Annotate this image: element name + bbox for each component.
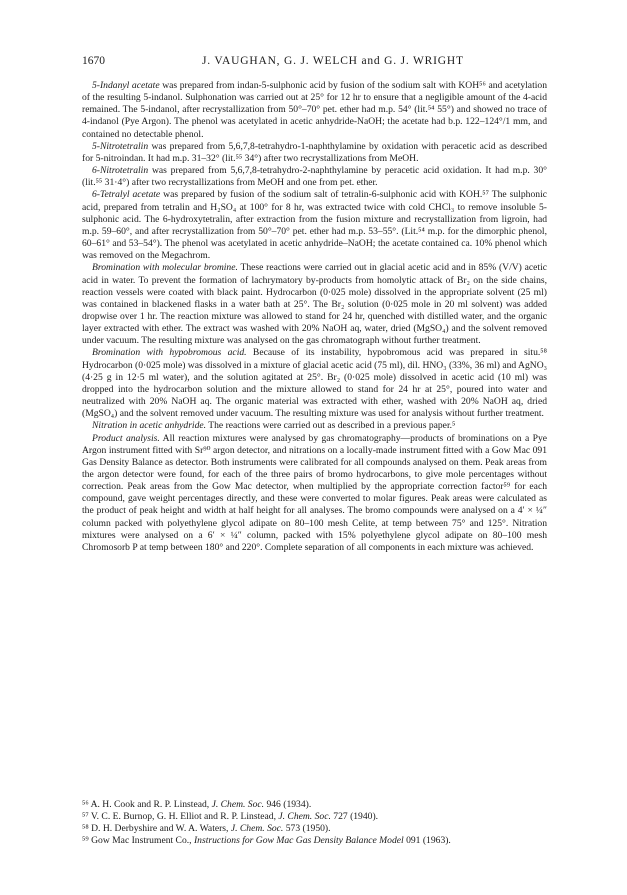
- paragraph-heading: Nitration in acetic anhydride.: [92, 420, 207, 432]
- reference-citation: 946 (1934).: [264, 799, 312, 810]
- paragraph-5-nitrotetralin: [82, 141, 547, 165]
- footnote-references: [82, 799, 547, 848]
- paragraph-text: was prepared from indan-5-sulphonic acid by fusion of the sodium salt with KOH⁵⁶ and acetylation of the resulting 5-indanol. Sulphonation was carried out at 25° for 12 hr to ensure that a negligible amount of the 4-acid remained. The 5-indanol, after recrystallization from 50°–70° pet. ether had m.p. 54° (lit.⁵⁴ 55°) and showed no trace of 4-indanol (Pye Argon). The phenol was acetylated in acetic anhydride-NaOH; the acetate had b.p. 122–124°/1 mm, and contained no detectable phenol.: [82, 80, 547, 140]
- reference-authors: V. C. E. Burnop, G. H. Elliot and R. P. Linstead,: [88, 811, 279, 823]
- running-header: [82, 53, 547, 69]
- reference-59: [82, 835, 547, 847]
- paragraph-product-analysis: [82, 433, 547, 555]
- reference-journal: J. Chem. Soc.: [278, 811, 331, 823]
- running-head-authors: J. VAUGHAN, G. J. WELCH and G. J. WRIGHT: [202, 55, 464, 67]
- paragraph-text: was prepared by fusion of the sodium salt of tetralin-6-sulphonic acid with KOH.⁵⁷ The sulphonic acid, prepared from tetralin and H₂SO₄ at 100° for 8 hr, was extracted twice with cold CHCl₃ to remove insoluble 5-sulphonic acid. The 6-hydroxytetralin, after extraction from the fusion mixture and recrystallization from ligroin, had m.p. 59–60°, and after recrystallization from 50°–70° pet. ether had m.p. 53–55°. (Lit.⁵⁴ m.p. for the dimorphic phenol, 60–61° and 53–54°). The phenol was acetylated in acetic anhydride–NaOH; the acetate contained ca. 10% phenol which was removed on the Megachrom.: [82, 189, 547, 262]
- paragraph-nitration: [82, 420, 547, 432]
- reference-58: [82, 823, 547, 835]
- paragraph-indanyl-acetate: [82, 80, 547, 141]
- paragraph-heading: 6-Nitrotetralin: [92, 165, 149, 177]
- reference-authors: Gow Mac Instrument Co.,: [88, 835, 194, 847]
- reference-57: [82, 811, 547, 823]
- reference-number: ⁵⁷: [82, 811, 89, 823]
- paragraph-heading: Bromination with molecular bromine.: [92, 262, 238, 274]
- paragraph-text: The reactions were carried out as described in a previous paper.⁵: [206, 420, 456, 432]
- paragraph-heading: Bromination with hypobromous acid.: [92, 347, 247, 359]
- reference-journal: Instructions for Gow Mac Gas Density Balance Model: [193, 835, 404, 847]
- paragraph-text: All reaction mixtures were analysed by gas chromatography—products of brominations on a Pye Argon instrument fitted with Sr⁹⁰ argon detector, and nitrations on a locally-made instrument fitted with a Gow Mac 091 Gas Density Balance as detector. Both instruments were calibrated for all compounds analysed on them. Peak areas from the argon detector were found, for each of the three pairs of bromo hydrocarbons, to give mole percentages without correction. Peak areas from the Gow Mac detector, when multiplied by the appropriate correction factor⁵⁹ for each compound, gave weight percentages directly, and these were converted to molar figures. Peak areas were calculated as the product of peak height and width at half height for all analyses. The bromo compounds were analysed on a 4′ × ¼″ column packed with polyethylene glycol adipate on 80–100 mesh Celite, at temp between 75° and 125°. Nitration mixtures were analysed on a 6′ × ¼″ column, packed with 15% polyethylene glycol adipate on 80–100 mesh Chromosorb P at temp between 180° and 220°. Complete separation of all components in each mixture was achieved.: [82, 432, 547, 553]
- paragraph-text: was prepared from 5,6,7,8-tetrahydro-2-naphthylamine by peracetic acid oxidation. It had m.p. 30° (lit.⁵⁵ 31·4°) after two recrystallizations from MeOH and one from pet. ether.: [82, 165, 547, 189]
- reference-citation: 091 (1963).: [403, 835, 451, 847]
- paragraph-heading: 5-Nitrotetralin: [92, 140, 149, 152]
- paragraph-tetralyl-acetate: [82, 189, 547, 262]
- reference-number: ⁵⁶: [82, 799, 89, 810]
- paragraph-heading: 6-Tetralyl acetate: [92, 189, 161, 201]
- reference-citation: 727 (1940).: [330, 811, 379, 823]
- page-number: 1670: [82, 55, 105, 67]
- reference-journal: J. Chem. Soc.: [230, 823, 284, 835]
- paragraph-bromination-hypobromous: [82, 347, 547, 420]
- paragraph-text: Because of its instability, hypobromous acid was prepared in situ.⁵⁸ Hydrocarbon (0·025 mole) was dissolved in a mixture of glacial acetic acid (75 ml), dil. HNO₃ (33%, 36 ml) and AgNO₃ (4·25 g in 12·5 ml water), and the solution agitated at 25°. Br₂ (0·025 mole) dissolved in acetic acid (10 ml) was dropped into the hydrocarbon solution and the mixture allowed to stand for 24 hr at 25°, poured into water and neutralized with 20% NaOH aq. The organic material was extracted with ether, washed with 20% NaOH aq, dried (MgSO₄) and the solvent removed under vacuum. The resulting mixture was used for analysis without further treatment.: [82, 347, 547, 420]
- reference-journal: J. Chem. Soc.: [211, 799, 265, 810]
- paragraph-text: These reactions were carried out in glacial acetic acid and in 85% (V/V) acetic acid in water. To prevent the formation of lachrymatory by-products from homolytic attack of Br₂ on the side chains, reaction vessels were coated with black paint. Hydrocarbon (0·025 mole) dissolved in the appropriate solvent (25 ml) was contained in blackened flasks in a water bath at 25°. The Br₂ solution (0·025 mole in 20 ml solvent) was added dropwise over 1 hr. The reaction mixture was allowed to stand for 24 hr, quenched with distilled water, and the organic layer extracted with ether. The extract was washed with 20% NaOH aq, water, dried (MgSO₄) and the solvent removed under vacuum. The resulting mixture was analysed on the gas chromatograph without further treatment.: [82, 262, 547, 347]
- paragraph-heading: 5-Indanyl acetate: [92, 80, 160, 91]
- reference-number: ⁵⁸: [82, 823, 89, 835]
- reference-number: ⁵⁹: [82, 835, 89, 847]
- reference-citation: 573 (1950).: [283, 823, 331, 835]
- paragraph-bromination-molecular: [82, 262, 547, 347]
- paragraph-text: was prepared from 5,6,7,8-tetrahydro-1-naphthylamine by oxidation with peracetic acid as described for 5-nitroindan. It had m.p. 31–32° (lit.⁵⁵ 34°) after two recrystallizations from MeOH.: [82, 140, 547, 164]
- reference-authors: A. H. Cook and R. P. Linstead,: [88, 799, 212, 810]
- paragraph-heading: Product analysis.: [92, 432, 160, 444]
- reference-56: [82, 799, 547, 811]
- reference-authors: D. H. Derbyshire and W. A. Waters,: [88, 823, 231, 835]
- paragraph-6-nitrotetralin: [82, 165, 547, 189]
- body-text: [82, 80, 547, 554]
